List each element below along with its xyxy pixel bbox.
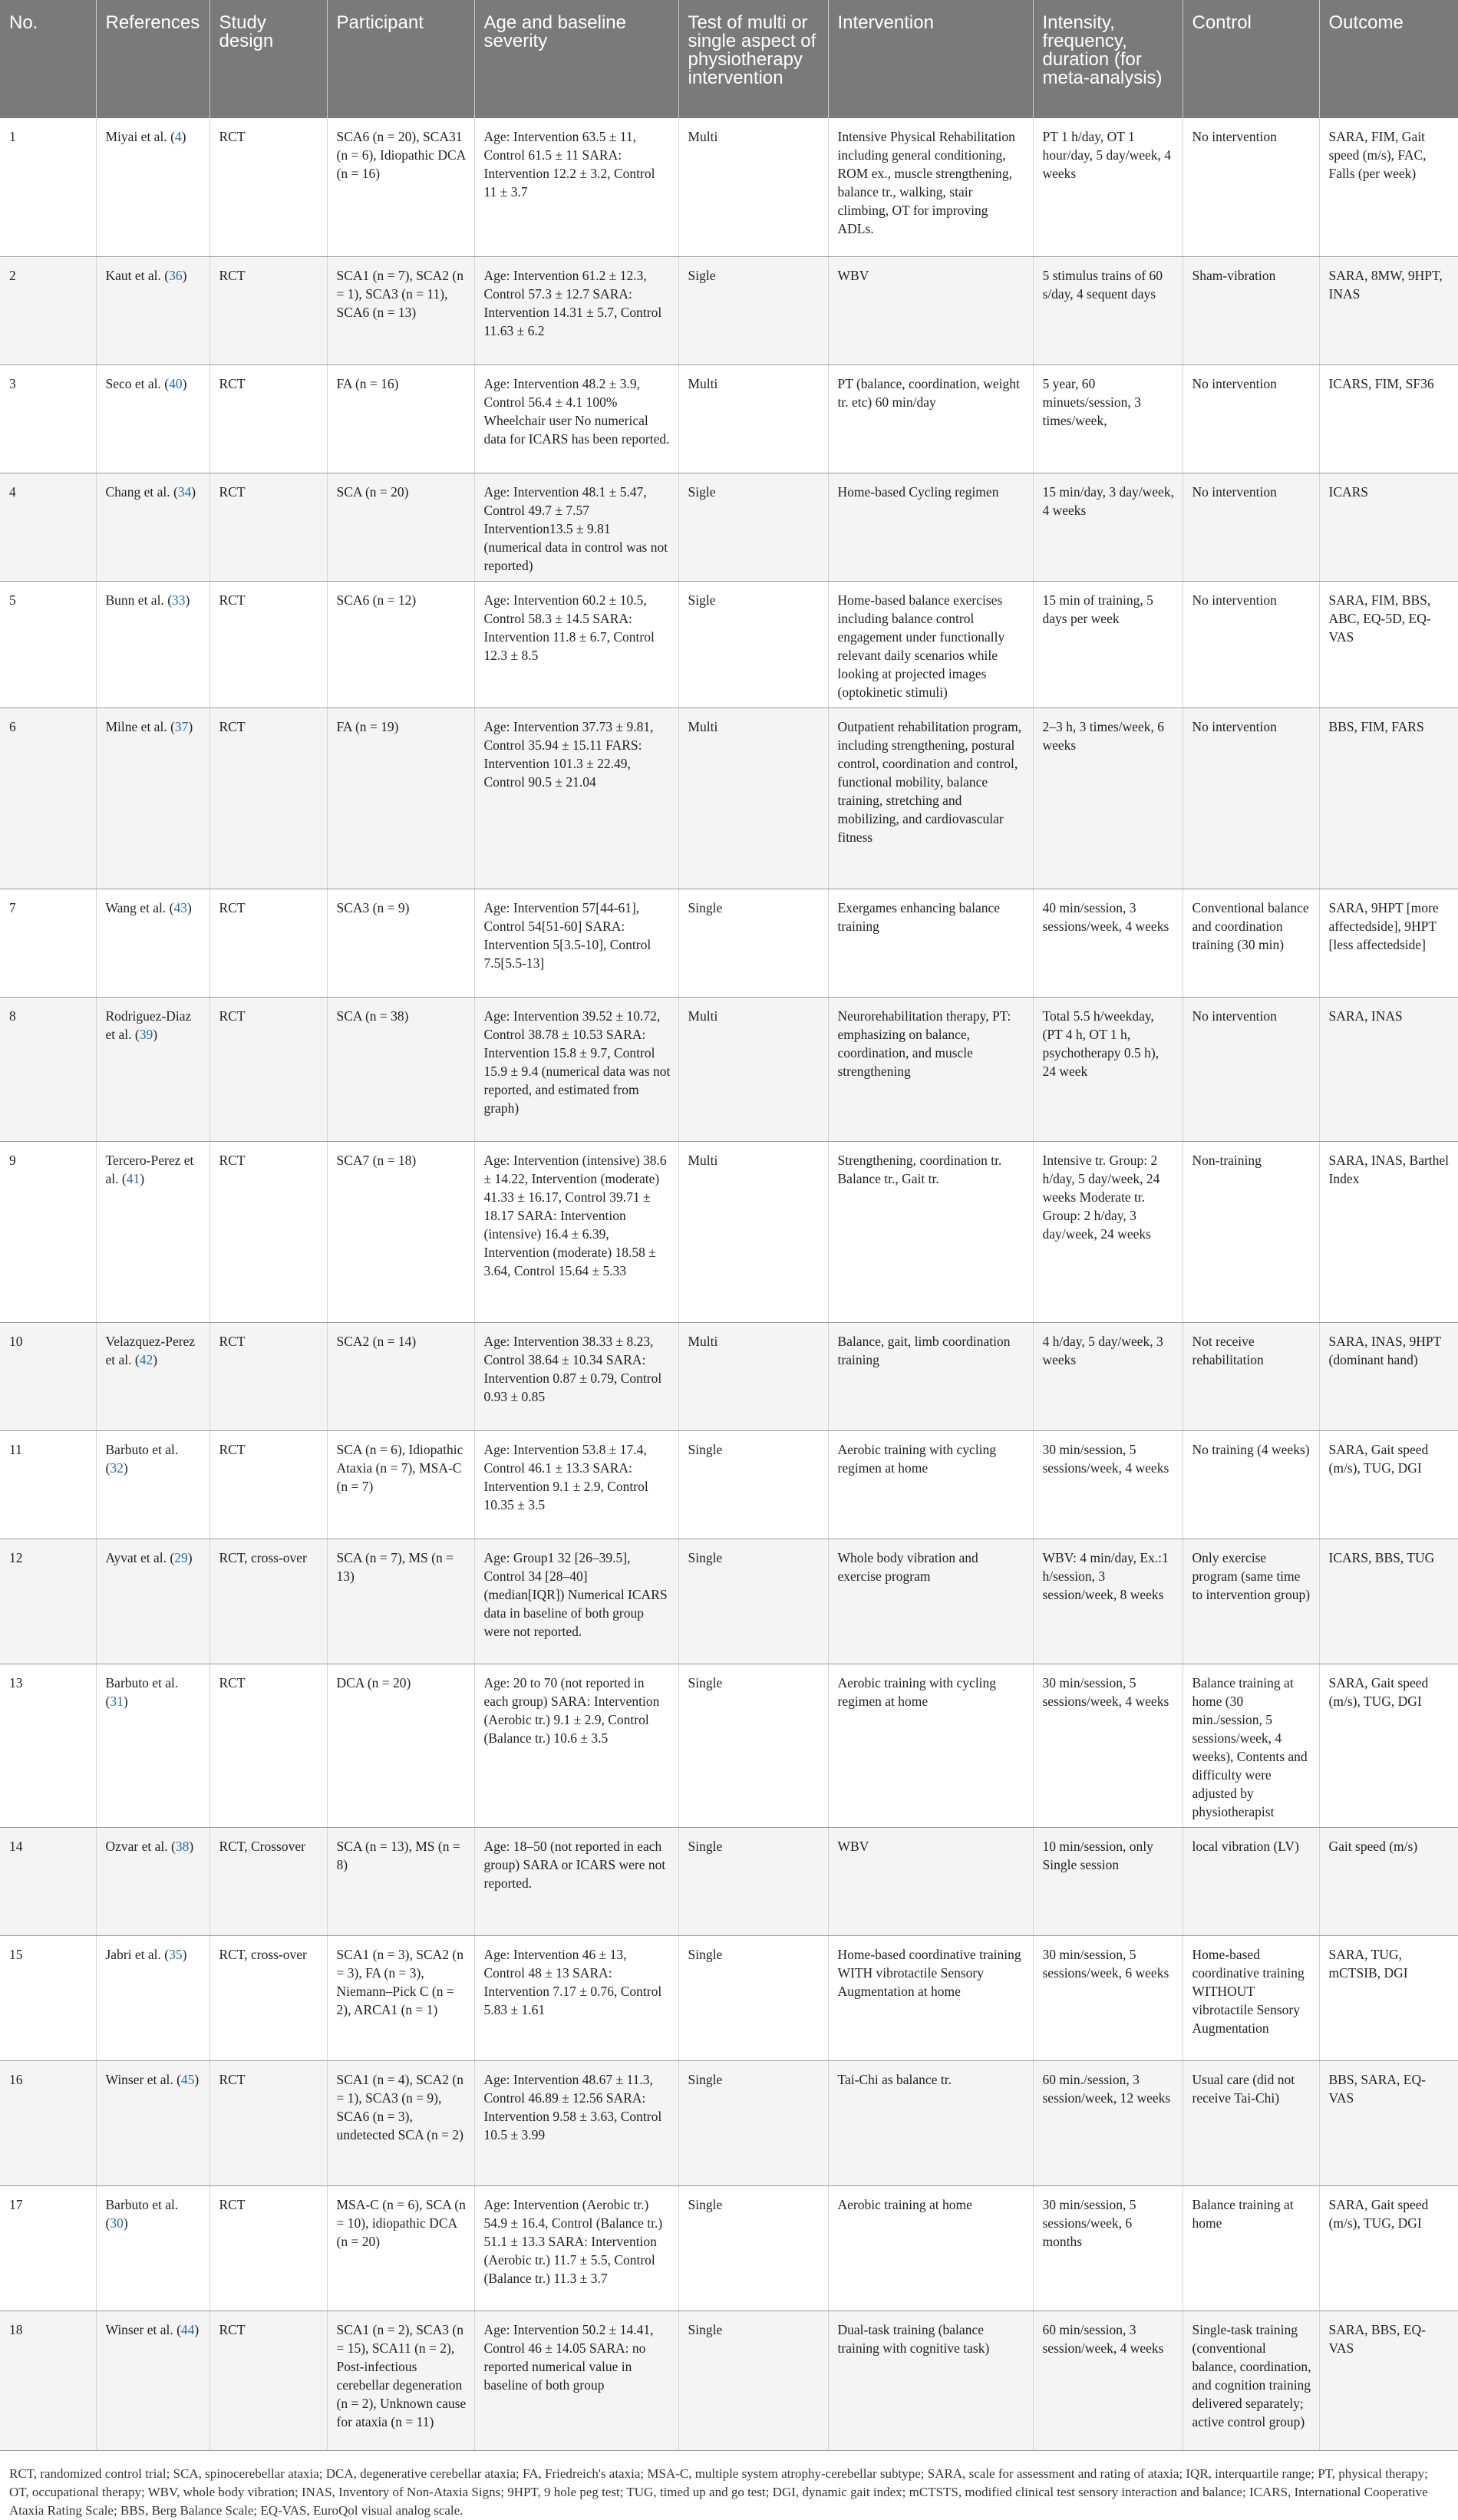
- cell-age-severity: Age: Intervention 38.33 ± 8.23, Control 38.64 ± 10.34 SARA: Intervention 0.87 ± 0.79, Control 0.93 ± 0.85: [474, 1322, 678, 1430]
- citation-link[interactable]: 33: [172, 592, 186, 608]
- cell-aspect: Multi: [678, 708, 828, 889]
- cell-aspect: Multi: [678, 1141, 828, 1322]
- cell-intensity: Total 5.5 h/weekday, (PT 4 h, OT 1 h, psychotherapy 0.5 h), 24 week: [1033, 997, 1183, 1141]
- header-age-severity: Age and baseline severity: [474, 0, 678, 118]
- cell-control: Balance training at home: [1183, 2185, 1319, 2311]
- cell-intervention: Aerobic training at home: [828, 2185, 1033, 2311]
- cell-participant: SCA2 (n = 14): [327, 1322, 474, 1430]
- cell-no: 15: [0, 1935, 96, 2060]
- cell-participant: FA (n = 16): [327, 364, 474, 473]
- cell-aspect: Multi: [678, 997, 828, 1141]
- cell-intensity: 5 stimulus trains of 60 s/day, 4 sequent days: [1033, 256, 1183, 364]
- header-study-design: Study design: [209, 0, 327, 118]
- cell-no: 4: [0, 473, 96, 581]
- cell-aspect: Single: [678, 2185, 828, 2311]
- cell-aspect: Sigle: [678, 581, 828, 708]
- cell-outcome: SARA, INAS: [1319, 997, 1458, 1141]
- cell-age-severity: Age: Intervention 48.1 ± 5.47, Control 49.7 ± 7.57 Intervention13.5 ± 9.81 (numerical data in control was not reported): [474, 473, 678, 581]
- reference-author: Winser et al.: [105, 2321, 173, 2337]
- table-row: [0, 1827, 1458, 1935]
- cell-intervention: Strengthening, coordination tr. Balance tr., Gait tr.: [828, 1141, 1033, 1322]
- cell-study-design: RCT: [209, 364, 327, 473]
- header-control: Control: [1183, 0, 1319, 118]
- cell-control: No intervention: [1183, 997, 1319, 1141]
- cell-no: 16: [0, 2060, 96, 2185]
- cell-intensity: 15 min of training, 5 days per week: [1033, 581, 1183, 708]
- cell-aspect: Single: [678, 2311, 828, 2450]
- table-footnote: RCT, randomized control trial; SCA, spinocerebellar ataxia; DCA, degenerative cerebellar ataxia; FA, Friedreich's ataxia; MSA-C, multiple system atrophy-cerebellar subtype; SARA, scale for assessment and rating of ataxia; IQR, interquartile range; PT, physical therapy; OT, occupational therapy; WBV, whole body vibration; INAS, Inventory of Non-Ataxia Signs; 9HPT, 9 hole peg test; TUG, timed up and go test; DGI, dynamic gait index; mCTSTS, modified clinical test sensory interaction and balance; ICARS, International Cooperative Ataxia Rating Scale; BBS, Berg Balance Scale; EQ-VAS, EuroQol visual analog scale.: [9, 2466, 1428, 2518]
- cell-control: Sham-vibration: [1183, 256, 1319, 364]
- cell-aspect: Sigle: [678, 473, 828, 581]
- citation-link[interactable]: 44: [180, 2321, 195, 2337]
- cell-age-severity: Age: Intervention (intensive) 38.6 ± 14.22, Intervention (moderate) 41.33 ± 16.17, Control 39.71 ± 18.17 SARA: Intervention (intensive) 16.4 ± 6.39, Intervention (moderate) 18.58 ± 3.64, Control 15.64 ± 5.33: [474, 1141, 678, 1322]
- cell-no: 14: [0, 1827, 96, 1935]
- cell-intervention: Home-based coordinative training WITH vibrotactile Sensory Augmentation at home: [828, 1935, 1033, 2060]
- cell-age-severity: Age: Group1 32 [26–39.5], Control 34 [28–40] (median[IQR]) Numerical ICARS data in baseline of both group were not reported.: [474, 1539, 678, 1664]
- table-body: [0, 118, 1458, 2450]
- cell-reference: Barbuto et al. (32): [96, 1430, 209, 1539]
- reference-author: Barbuto et al.: [105, 1441, 179, 1457]
- cell-intervention: Home-based balance exercises including balance control engagement under functionally relevant daily scenarios while looking at projected images (optokinetic stimuli): [828, 581, 1033, 708]
- cell-no: 1: [0, 118, 96, 256]
- cell-intensity: 5 year, 60 minuets/session, 3 times/week,: [1033, 364, 1183, 473]
- cell-age-severity: Age: Intervention 60.2 ± 10.5, Control 58.3 ± 14.5 SARA: Intervention 11.8 ± 6.7, Control 12.3 ± 8.5: [474, 581, 678, 708]
- cell-study-design: RCT: [209, 473, 327, 581]
- citation-link[interactable]: 45: [180, 2071, 195, 2087]
- cell-participant: DCA (n = 20): [327, 1664, 474, 1827]
- cell-intervention: Aerobic training with cycling regimen at home: [828, 1664, 1033, 1827]
- reference-author: Tercero-Perez et al.: [105, 1152, 194, 1186]
- table-row: [0, 1322, 1458, 1430]
- cell-participant: MSA-C (n = 6), SCA (n = 10), idiopathic DCA (n = 20): [327, 2185, 474, 2311]
- table-row: [0, 1539, 1458, 1664]
- cell-aspect: Single: [678, 2060, 828, 2185]
- cell-intensity: 4 h/day, 5 day/week, 3 weeks: [1033, 1322, 1183, 1430]
- cell-intervention: Exergames enhancing balance training: [828, 889, 1033, 997]
- cell-study-design: RCT: [209, 2311, 327, 2450]
- cell-participant: SCA (n = 13), MS (n = 8): [327, 1827, 474, 1935]
- cell-age-severity: Age: Intervention 61.2 ± 12.3, Control 57.3 ± 12.7 SARA: Intervention 14.31 ± 5.7, Control 11.63 ± 6.2: [474, 256, 678, 364]
- table-header-row: [0, 0, 1458, 118]
- cell-participant: SCA1 (n = 3), SCA2 (n = 3), FA (n = 3), Niemann–Pick C (n = 2), ARCA1 (n = 1): [327, 1935, 474, 2060]
- reference-author: Ozvar et al.: [105, 1838, 168, 1854]
- cell-study-design: RCT: [209, 256, 327, 364]
- table-row: [0, 118, 1458, 256]
- cell-control: Single-task training (conventional balance, coordination, and cognition training delivered separately; active control group): [1183, 2311, 1319, 2450]
- cell-intensity: Intensive tr. Group: 2 h/day, 5 day/week, 24 weeks Moderate tr. Group: 2 h/day, 3 day/week, 24 weeks: [1033, 1141, 1183, 1322]
- reference-author: Ayvat et al.: [105, 1549, 167, 1565]
- table-row: [0, 473, 1458, 581]
- cell-participant: SCA6 (n = 12): [327, 581, 474, 708]
- cell-outcome: SARA, 9HPT [more affectedside], 9HPT [less affectedside]: [1319, 889, 1458, 997]
- cell-no: 18: [0, 2311, 96, 2450]
- cell-study-design: RCT, cross-over: [209, 1539, 327, 1664]
- cell-control: Only exercise program (same time to intervention group): [1183, 1539, 1319, 1664]
- table-row: [0, 581, 1458, 708]
- cell-intervention: Outpatient rehabilitation program, including strengthening, postural control, coordination and control, functional mobility, balance training, stretching and mobilizing, and cardiovascular fitness: [828, 708, 1033, 889]
- citation-link[interactable]: 32: [110, 1460, 124, 1476]
- table-row: [0, 1141, 1458, 1322]
- reference-author: Velazquez-Perez et al.: [105, 1333, 196, 1367]
- cell-age-severity: Age: Intervention 37.73 ± 9.81, Control 35.94 ± 15.11 FARS: Intervention 101.3 ± 22.49, Control 90.5 ± 21.04: [474, 708, 678, 889]
- reference-author: Miyai et al.: [105, 129, 167, 144]
- header-intensity: Intensity, frequency, duration (for meta-analysis): [1033, 0, 1183, 118]
- citation-link[interactable]: 36: [169, 267, 183, 283]
- cell-intensity: 30 min/session, 5 sessions/week, 6 months: [1033, 2185, 1183, 2311]
- header-aspect: Test of multi or single aspect of physiotherapy intervention: [678, 0, 828, 118]
- cell-study-design: RCT: [209, 2185, 327, 2311]
- cell-control: No intervention: [1183, 473, 1319, 581]
- cell-intensity: 60 min/session, 3 session/week, 4 weeks: [1033, 2311, 1183, 2450]
- cell-control: Usual care (did not receive Tai-Chi): [1183, 2060, 1319, 2185]
- cell-outcome: ICARS: [1319, 473, 1458, 581]
- reference-author: Chang et al.: [105, 483, 170, 500]
- cell-no: 12: [0, 1539, 96, 1664]
- cell-control: No intervention: [1183, 581, 1319, 708]
- cell-study-design: RCT: [209, 1322, 327, 1430]
- cell-intervention: Tai-Chi as balance tr.: [828, 2060, 1033, 2185]
- cell-no: 3: [0, 364, 96, 473]
- citation-link[interactable]: 31: [110, 1693, 124, 1709]
- table-row: [0, 708, 1458, 889]
- cell-reference: Ozvar et al. (38): [96, 1827, 209, 1935]
- cell-intensity: 2–3 h, 3 times/week, 6 weeks: [1033, 708, 1183, 889]
- cell-control: Conventional balance and coordination training (30 min): [1183, 889, 1319, 997]
- cell-no: 5: [0, 581, 96, 708]
- cell-reference: Jabri et al. (35): [96, 1935, 209, 2060]
- cell-reference: Wang et al. (43): [96, 889, 209, 997]
- cell-control: No intervention: [1183, 118, 1319, 256]
- reference-author: Jabri et al.: [105, 1946, 161, 1962]
- cell-control: Not receive rehabilitation: [1183, 1322, 1319, 1430]
- cell-intervention: Neurorehabilitation therapy, PT: emphasizing on balance, coordination, and muscle strengthening: [828, 997, 1033, 1141]
- cell-outcome: SARA, Gait speed (m/s), TUG, DGI: [1319, 1430, 1458, 1539]
- cell-reference: Miyai et al. (4): [96, 118, 209, 256]
- cell-outcome: ICARS, BBS, TUG: [1319, 1539, 1458, 1664]
- cell-intensity: 30 min/session, 5 sessions/week, 4 weeks: [1033, 1430, 1183, 1539]
- cell-outcome: ICARS, FIM, SF36: [1319, 364, 1458, 473]
- cell-participant: SCA1 (n = 4), SCA2 (n = 1), SCA3 (n = 9), SCA6 (n = 3), undetected SCA (n = 2): [327, 2060, 474, 2185]
- cell-outcome: SARA, TUG, mCTSIB, DGI: [1319, 1935, 1458, 2060]
- cell-no: 2: [0, 256, 96, 364]
- cell-intervention: Balance, gait, limb coordination training: [828, 1322, 1033, 1430]
- cell-intervention: PT (balance, coordination, weight tr. etc) 60 min/day: [828, 364, 1033, 473]
- cell-reference: Winser et al. (44): [96, 2311, 209, 2450]
- cell-control: No training (4 weeks): [1183, 1430, 1319, 1539]
- cell-participant: SCA (n = 20): [327, 473, 474, 581]
- cell-study-design: RCT: [209, 889, 327, 997]
- cell-reference: Barbuto et al. (31): [96, 1664, 209, 1827]
- reference-author: Seco et al.: [105, 375, 161, 391]
- cell-intensity: 30 min/session, 5 sessions/week, 4 weeks: [1033, 1664, 1183, 1827]
- header-no: No.: [0, 0, 96, 118]
- cell-aspect: Multi: [678, 364, 828, 473]
- table-row: [0, 997, 1458, 1141]
- cell-study-design: RCT: [209, 997, 327, 1141]
- cell-age-severity: Age: Intervention 48.2 ± 3.9, Control 56.4 ± 4.1 100% Wheelchair user No numerical data for ICARS has been reported.: [474, 364, 678, 473]
- cell-participant: SCA (n = 6), Idiopathic Ataxia (n = 7), MSA-C (n = 7): [327, 1430, 474, 1539]
- cell-no: 8: [0, 997, 96, 1141]
- cell-no: 9: [0, 1141, 96, 1322]
- cell-study-design: RCT: [209, 118, 327, 256]
- cell-outcome: BBS, SARA, EQ-VAS: [1319, 2060, 1458, 2185]
- cell-no: 6: [0, 708, 96, 889]
- cell-reference: Barbuto et al. (30): [96, 2185, 209, 2311]
- cell-study-design: RCT: [209, 581, 327, 708]
- cell-outcome: SARA, BBS, EQ-VAS: [1319, 2311, 1458, 2450]
- cell-intervention: Whole body vibration and exercise program: [828, 1539, 1033, 1664]
- cell-intervention: Home-based Cycling regimen: [828, 473, 1033, 581]
- cell-age-severity: Age: Intervention 39.52 ± 10.72, Control 38.78 ± 10.53 SARA: Intervention 15.8 ± 9.7, Control 15.9 ± 9.4 (numerical data was not reported, and estimated from graph): [474, 997, 678, 1141]
- cell-no: 7: [0, 889, 96, 997]
- cell-control: No intervention: [1183, 364, 1319, 473]
- citation-link[interactable]: 29: [174, 1549, 188, 1565]
- cell-reference: Winser et al. (45): [96, 2060, 209, 2185]
- header-intervention: Intervention: [828, 0, 1033, 118]
- citation-link[interactable]: 34: [177, 483, 192, 500]
- table-row: [0, 1664, 1458, 1827]
- cell-participant: SCA (n = 38): [327, 997, 474, 1141]
- cell-reference: Bunn et al. (33): [96, 581, 209, 708]
- cell-reference: Seco et al. (40): [96, 364, 209, 473]
- cell-intervention: Dual-task training (balance training with cognitive task): [828, 2311, 1033, 2450]
- cell-age-severity: Age: 20 to 70 (not reported in each group) SARA: Intervention (Aerobic tr.) 9.1 ± 2.9, Control (Balance tr.) 10.6 ± 3.5: [474, 1664, 678, 1827]
- cell-participant: SCA1 (n = 2), SCA3 (n = 15), SCA11 (n = 2), Post-infectious cerebellar degeneration (n = 2), Unknown cause for ataxia (n = 11): [327, 2311, 474, 2450]
- reference-author: Kaut et al.: [105, 267, 161, 283]
- citation-link[interactable]: 38: [175, 1838, 190, 1854]
- reference-author: Wang et al.: [105, 899, 167, 915]
- cell-participant: SCA6 (n = 20), SCA31 (n = 6), Idiopathic DCA (n = 16): [327, 118, 474, 256]
- cell-intensity: 60 min./session, 3 session/week, 12 weeks: [1033, 2060, 1183, 2185]
- cell-intensity: 15 min/day, 3 day/week, 4 weeks: [1033, 473, 1183, 581]
- cell-study-design: RCT: [209, 1430, 327, 1539]
- cell-control: local vibration (LV): [1183, 1827, 1319, 1935]
- cell-reference: Ayvat et al. (29): [96, 1539, 209, 1664]
- table-row: [0, 1935, 1458, 2060]
- cell-intensity: 40 min/session, 3 sessions/week, 4 weeks: [1033, 889, 1183, 997]
- cell-age-severity: Age: Intervention 57[44-61], Control 54[51-60] SARA: Intervention 5[3.5-10], Control 7.5[5.5-13]: [474, 889, 678, 997]
- table-row: [0, 2060, 1458, 2185]
- cell-reference: Kaut et al. (36): [96, 256, 209, 364]
- cell-age-severity: Age: Intervention 46 ± 13, Control 48 ± 13 SARA: Intervention 7.17 ± 0.76, Control 5.83 ± 1.61: [474, 1935, 678, 2060]
- cell-no: 10: [0, 1322, 96, 1430]
- reference-author: Winser et al.: [105, 2071, 173, 2087]
- cell-reference: Chang et al. (34): [96, 473, 209, 581]
- cell-reference: Rodriguez-Diaz et al. (39): [96, 997, 209, 1141]
- cell-intensity: 10 min/session, only Single session: [1033, 1827, 1183, 1935]
- cell-study-design: RCT: [209, 2060, 327, 2185]
- reference-author: Bunn et al.: [105, 592, 164, 608]
- cell-reference: Milne et al. (37): [96, 708, 209, 889]
- cell-age-severity: Age: Intervention (Aerobic tr.) 54.9 ± 16.4, Control (Balance tr.) 51.1 ± 13.3 SARA: Intervention (Aerobic tr.) 11.7 ± 5.5, Control (Balance tr.) 11.3 ± 3.7: [474, 2185, 678, 2311]
- cell-study-design: RCT: [209, 1664, 327, 1827]
- cell-aspect: Single: [678, 889, 828, 997]
- cell-participant: SCA7 (n = 18): [327, 1141, 474, 1322]
- cell-intervention: Aerobic training with cycling regimen at home: [828, 1430, 1033, 1539]
- table-row: [0, 256, 1458, 364]
- cell-reference: Tercero-Perez et al. (41): [96, 1141, 209, 1322]
- cell-study-design: RCT, cross-over: [209, 1935, 327, 2060]
- cell-age-severity: Age: Intervention 53.8 ± 17.4, Control 46.1 ± 13.3 SARA: Intervention 9.1 ± 2.9, Control 10.35 ± 3.5: [474, 1430, 678, 1539]
- cell-outcome: SARA, FIM, Gait speed (m/s), FAC, Falls (per week): [1319, 118, 1458, 256]
- cell-aspect: Single: [678, 1827, 828, 1935]
- citation-link[interactable]: 4: [174, 129, 182, 144]
- reference-author: Barbuto et al.: [105, 2196, 179, 2212]
- cell-outcome: SARA, FIM, BBS, ABC, EQ-5D, EQ-VAS: [1319, 581, 1458, 708]
- cell-no: 17: [0, 2185, 96, 2311]
- cell-aspect: Single: [678, 1430, 828, 1539]
- cell-outcome: SARA, Gait speed (m/s), TUG, DGI: [1319, 2185, 1458, 2311]
- cell-aspect: Sigle: [678, 256, 828, 364]
- cell-study-design: RCT: [209, 708, 327, 889]
- cell-no: 11: [0, 1430, 96, 1539]
- cell-intensity: 30 min/session, 5 sessions/week, 6 weeks: [1033, 1935, 1183, 2060]
- header-outcome: Outcome: [1319, 0, 1458, 118]
- cell-control: No intervention: [1183, 708, 1319, 889]
- cell-age-severity: Age: Intervention 50.2 ± 14.41, Control 46 ± 14.05 SARA: no reported numerical value in baseline of both group: [474, 2311, 678, 2450]
- cell-age-severity: Age: 18–50 (not reported in each group) SARA or ICARS were not reported.: [474, 1827, 678, 1935]
- citation-link[interactable]: 42: [139, 1351, 153, 1367]
- table-row: [0, 1430, 1458, 1539]
- reference-author: Barbuto et al.: [105, 1674, 179, 1690]
- table-row: [0, 2185, 1458, 2311]
- cell-participant: SCA1 (n = 7), SCA2 (n = 1), SCA3 (n = 11), SCA6 (n = 13): [327, 256, 474, 364]
- table-row: [0, 889, 1458, 997]
- citation-link[interactable]: 37: [174, 718, 189, 734]
- cell-intensity: PT 1 h/day, OT 1 hour/day, 5 day/week, 4 weeks: [1033, 118, 1183, 256]
- cell-outcome: BBS, FIM, FARS: [1319, 708, 1458, 889]
- cell-outcome: Gait speed (m/s): [1319, 1827, 1458, 1935]
- cell-aspect: Single: [678, 1664, 828, 1827]
- cell-control: Non-training: [1183, 1141, 1319, 1322]
- cell-outcome: SARA, Gait speed (m/s), TUG, DGI: [1319, 1664, 1458, 1827]
- citation-link[interactable]: 39: [139, 1026, 153, 1042]
- cell-age-severity: Age: Intervention 48.67 ± 11.3, Control 46.89 ± 12.56 SARA: Intervention 9.58 ± 3.63, Control 10.5 ± 3.99: [474, 2060, 678, 2185]
- citation-link[interactable]: 35: [169, 1946, 183, 1962]
- reference-author: Rodriguez-Diaz et al.: [105, 1008, 192, 1042]
- reference-author: Milne et al.: [105, 718, 167, 734]
- cell-participant: SCA (n = 7), MS (n = 13): [327, 1539, 474, 1664]
- cell-age-severity: Age: Intervention 63.5 ± 11, Control 61.5 ± 11 SARA: Intervention 12.2 ± 3.2, Control 11 ± 3.7: [474, 118, 678, 256]
- cell-intensity: WBV: 4 min/day, Ex.:1 h/session, 3 session/week, 8 weeks: [1033, 1539, 1183, 1664]
- cell-reference: Velazquez-Perez et al. (42): [96, 1322, 209, 1430]
- cell-outcome: SARA, INAS, Barthel Index: [1319, 1141, 1458, 1322]
- cell-outcome: SARA, 8MW, 9HPT, INAS: [1319, 256, 1458, 364]
- cell-aspect: Multi: [678, 1322, 828, 1430]
- cell-aspect: Single: [678, 1935, 828, 2060]
- citation-link[interactable]: 30: [110, 2215, 124, 2231]
- header-references: References: [96, 0, 209, 118]
- cell-intervention: Intensive Physical Rehabilitation including general conditioning, ROM ex., muscle strengthening, balance tr., walking, stair climbing, OT for improving ADLs.: [828, 118, 1033, 256]
- cell-study-design: RCT: [209, 1141, 327, 1322]
- cell-control: Home-based coordinative training WITHOUT vibrotactile Sensory Augmentation: [1183, 1935, 1319, 2060]
- header-participant: Participant: [327, 0, 474, 118]
- citation-link[interactable]: 43: [173, 899, 187, 915]
- cell-aspect: Single: [678, 1539, 828, 1664]
- cell-study-design: RCT, Crossover: [209, 1827, 327, 1935]
- cell-aspect: Multi: [678, 118, 828, 256]
- citation-link[interactable]: 41: [126, 1170, 140, 1186]
- cell-intervention: WBV: [828, 256, 1033, 364]
- cell-intervention: WBV: [828, 1827, 1033, 1935]
- cell-outcome: SARA, INAS, 9HPT (dominant hand): [1319, 1322, 1458, 1430]
- cell-participant: SCA3 (n = 9): [327, 889, 474, 997]
- cell-control: Balance training at home (30 min./session, 5 sessions/week, 4 weeks), Contents and difficulty were adjusted by physiotherapist: [1183, 1664, 1319, 1827]
- cell-no: 13: [0, 1664, 96, 1827]
- cell-participant: FA (n = 19): [327, 708, 474, 889]
- table-row: [0, 2311, 1458, 2450]
- citation-link[interactable]: 40: [169, 375, 183, 391]
- table-row: [0, 364, 1458, 473]
